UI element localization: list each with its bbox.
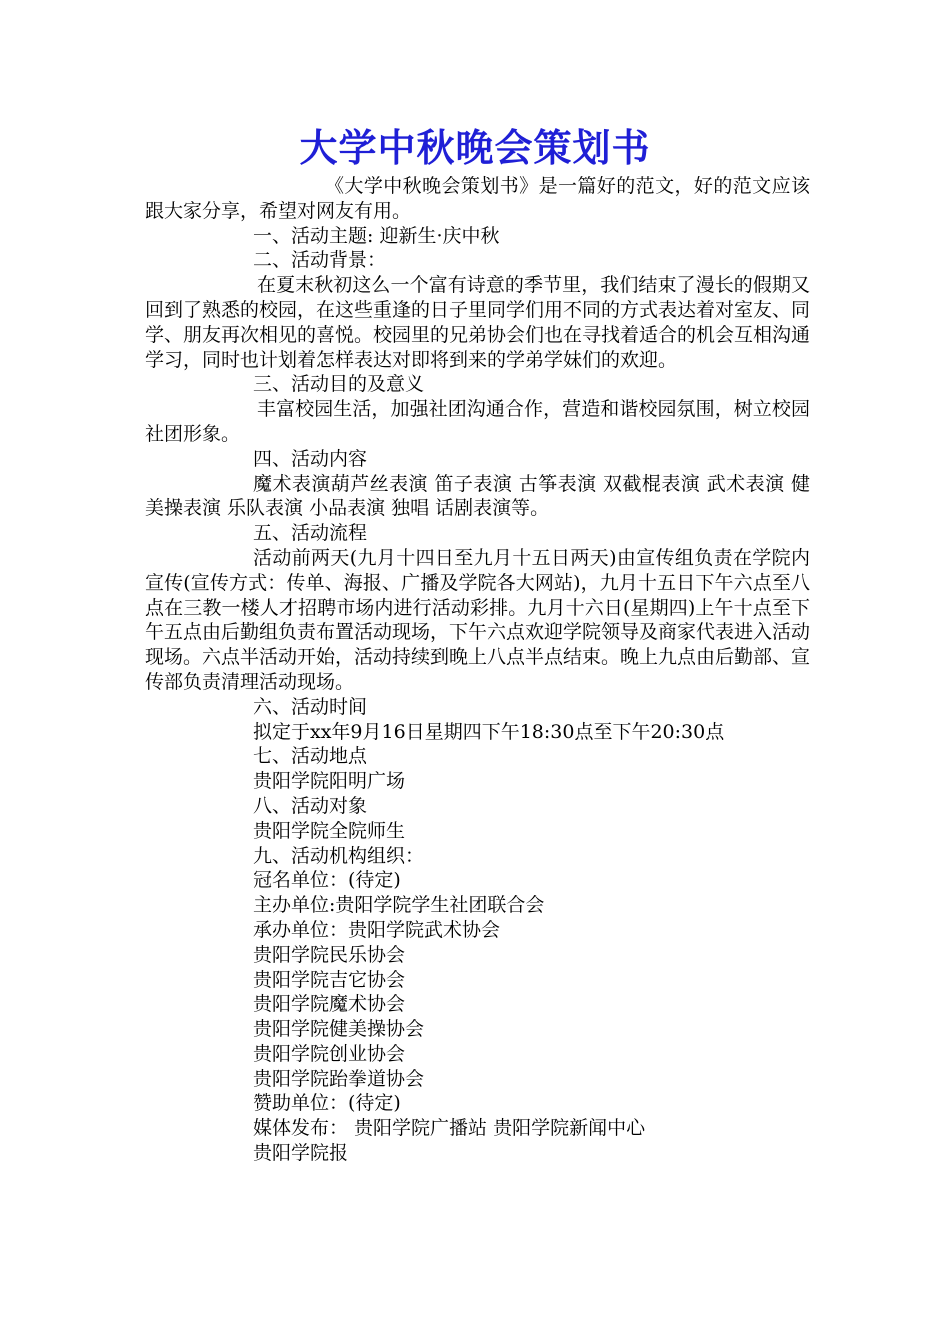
org-line-sponsor: 赞助单位：(待定)	[253, 1092, 401, 1115]
content-paragraph: 魔术表演葫芦丝表演 笛子表演 古筝表演 双截棍表演 武术表演 健美操表演 乐队表演 小品表演 独唱 话剧表演等。	[145, 472, 810, 520]
org-line-title-sponsor: 冠名单位：(待定)	[253, 869, 401, 892]
org-line-media: 媒体发布： 贵阳学院广播站 贵阳学院新闻中心	[253, 1117, 646, 1140]
org-line-newspaper: 贵阳学院报	[253, 1142, 349, 1165]
org-line-folk-music: 贵阳学院民乐协会	[253, 943, 406, 966]
time-line: 拟定于xx年9月16日星期四下午18:30点至下午20:30点	[253, 720, 725, 743]
section-heading-time: 六、活动时间	[253, 695, 368, 718]
section-heading-organization: 九、活动机构组织：	[253, 844, 425, 867]
audience-line: 贵阳学院全院师生	[253, 819, 406, 842]
document-title: 大学中秋晚会策划书	[299, 125, 651, 170]
purpose-paragraph: 丰富校园生活，加强社团沟通合作，营造和谐校园氛围，树立校园社团形象。	[145, 398, 810, 445]
section-heading-theme: 一、活动主题: 迎新生·庆中秋	[253, 224, 500, 247]
section-heading-background: 二、活动背景：	[253, 249, 387, 272]
process-paragraph: 活动前两天(九月十四日至九月十五日两天)由宣传组负责在学院内宣传(宣传方式：传单、海报、广播及学院各大网站)，九月十五日下午六点至八点在三教一楼人才招聘市场内进行活动彩排。九月十六日(星期四)上午十点至下午五点由后勤组负责布置活动现场，下午六点欢迎学院领导及商家代表进入活动现场。六点半活动开始，活动持续到晚上八点半点结束。晚上九点由后勤部、宣传部负责清理活动现场。	[145, 546, 811, 693]
org-line-taekwondo: 贵阳学院跆拳道协会	[253, 1067, 425, 1090]
org-line-host: 主办单位:贵阳学院学生社团联合会	[253, 894, 545, 917]
section-heading-purpose: 三、活动目的及意义	[253, 373, 425, 396]
section-heading-content: 四、活动内容	[253, 447, 368, 470]
location-line: 贵阳学院阳明广场	[253, 770, 406, 793]
org-line-entrepreneurship: 贵阳学院创业协会	[253, 1042, 406, 1065]
document-body	[145, 174, 810, 1166]
org-line-aerobics: 贵阳学院健美操协会	[253, 1018, 425, 1041]
section-heading-location: 七、活动地点	[253, 745, 368, 768]
section-heading-process: 五、活动流程	[253, 522, 368, 545]
org-line-guitar: 贵阳学院吉它协会	[253, 968, 406, 991]
org-line-organizer: 承办单位：贵阳学院武术协会	[253, 918, 501, 941]
section-heading-audience: 八、活动对象	[253, 794, 368, 817]
background-paragraph: 在夏末秋初这么一个富有诗意的季节里，我们结束了漫长的假期又回到了熟悉的校园，在这些重逢的日子里同学们用不同的方式表达着对室友、同学、朋友再次相见的喜悦。校园里的兄弟协会们也在寻找着适合的机会互相沟通学习，同时也计划着怎样表达对即将到来的学弟学妹们的欢迎。	[145, 274, 811, 371]
org-line-magic: 贵阳学院魔术协会	[253, 993, 406, 1016]
intro-paragraph: 《大学中秋晚会策划书》是一篇好的范文，好的范文应该跟大家分享，希望对网友有用。	[145, 175, 810, 222]
